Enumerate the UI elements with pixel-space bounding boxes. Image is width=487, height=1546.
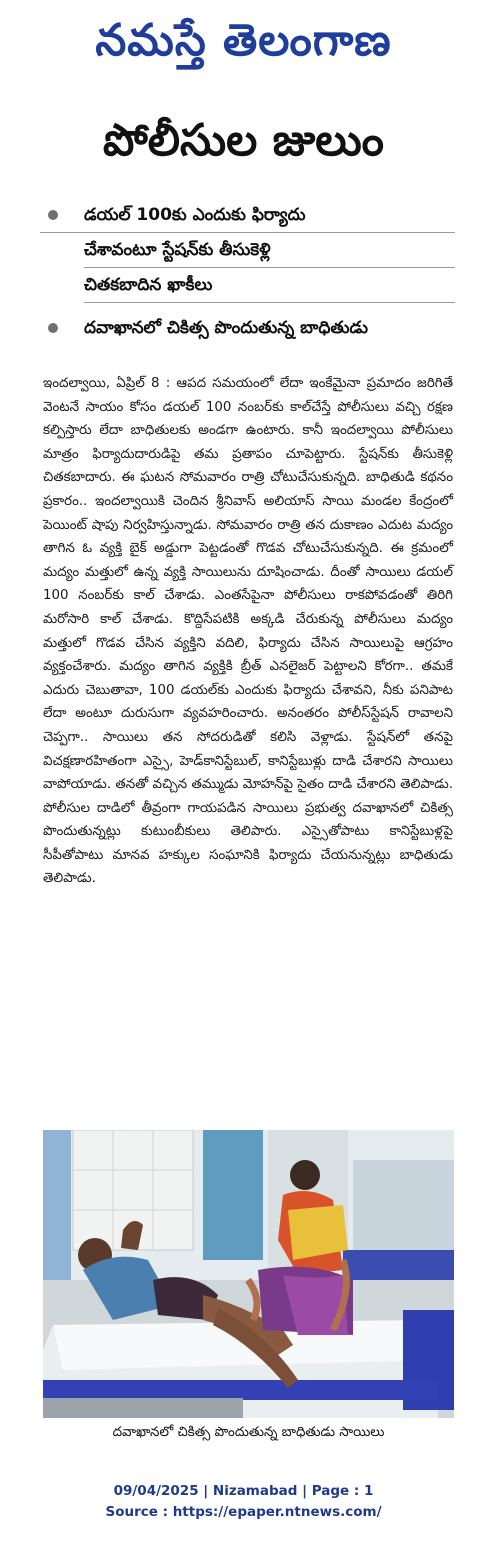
- sub-headline-1-line-2: [84, 233, 455, 268]
- photo-caption: దవాఖానలో చికిత్స పొందుతున్న బాధితుడు సాయిలు: [112, 1425, 385, 1440]
- sub-headline-1-line-1: [40, 198, 455, 233]
- article-headline: పోలీసుల జులుం: [103, 115, 384, 166]
- sub-headlines: [40, 198, 455, 345]
- page-footer: [0, 1481, 487, 1523]
- masthead-title: నమస్తే తెలంగాణ: [95, 15, 392, 66]
- article-paragraph: ఇందల్వాయి, ఏప్రిల్ 8 : ఆపద సమయంలో లేదా ఇంకేమైనా ప్రమాదం జరిగితే వెంటనే సాయం కోసం డయల్ 100 నంబర్‌కు కాల్‌చేస్తే పోలీసులు వచ్చి రక్షణ కల్పిస్తారు లేదా బాధితులకు అండగా ఉంటారు. కానీ ఇందల్వాయి పోలీసులు మాత్రం ఫిర్యాదుదారుడిపై తమ ప్రతాపం చూపెట్టారు. స్టేషన్‌కు తీసుకెళ్లి చితకబాదారు. ఈ ఘటన సోమవారం రాత్రి చోటుచేసుకున్నది. బాధితుడి కథనం ప్రకారం.. ఇందల్వాయికి చెందిన శ్రీనివాస్ అలియాస్ సాయి మండల కేంద్రంలో పెయింట్ షాపు నిర్వహిస్తున్నాడు. సోమవారం రాత్రి తన దుకాణం ఎదుట మద్యం తాగిన ఓ వ్యక్తి బైక్ అడ్డుగా పెట్టడంతో గొడవ చోటుచేసుకున్నది. ఈ క్రమంలో మద్యం మత్తులో ఉన్న వ్యక్తి సాయిలును దూషించాడు. దీంతో సాయిలు డయల్ 100 నంబర్‌కు కాల్ చేశాడు. ఎంతసేపైనా పోలీసులు రాకపోవడంతో తిరిగి మరోసారి కాల్ చేశాడు. కొద్దిసేపటికి అక్కడి చేరుకున్న పోలీసులు మద్యం మత్తులో గొడవ చేసిన వ్యక్తిని వదిలి, ఫిర్యాదు చేసిన సాయిలుపై ఆగ్రహం వ్యక్తంచేశారు. మద్యం తాగిన వ్యక్తికి బ్రీత్ ఎనలైజర్ పెట్టాలని కోరగా.. తమకే ఎదురు చెబుతావా, 100 డయల్‌కు ఎందుకు ఫిర్యాదు చేశావని, నీకు పనిపాట లేదా అంటూ దురుసుగా వ్యవహరించారు. అనంతరం పోలీస్‌స్టేషన్ రావాలని చెప్పగా.. సాయిలు తన సోదరుడితో కలిసి వెళ్లాడు. స్టేషన్‌లో తనపై విచక్షణారహితంగా ఎస్సై, హెడ్‌కానిస్టేబుల్, కానిస్టేబుళ్లు దాడి చేశారని సాయిలు వాపోయాడు. తనతో వచ్చిన తమ్ముడు మోహన్‌పై సైతం దాడి చేశారని తెలిపాడు. పోలీసుల దాడిలో తీవ్రంగా గాయపడిన సాయిలు ప్రభుత్వ దవాఖానలో చికిత్స పొందుతున్నట్లు కుటుంబీకులు తెలిపారు. ఎస్సైతోపాటు కానిస్టేబుళ్లపై సీపీతోపాటు మానవ హక్కుల సంఘానికి ఫిర్యాదు చేయనున్నట్లు బాధితుడు తెలిపాడు.: [43, 376, 453, 887]
- article-body: [43, 372, 453, 891]
- bullet-dot-icon: [48, 323, 58, 333]
- news-photo: [43, 1130, 454, 1418]
- sub-headline-2-line-1: [40, 311, 455, 345]
- sub-headline-text: డయల్ 100కు ఎందుకు ఫిర్యాదు: [84, 205, 306, 225]
- sub-headline-1-line-3: [84, 268, 455, 303]
- sub-headline-text: దవాఖానలో చికిత్స పొందుతున్న బాధితుడు: [84, 318, 368, 338]
- sub-headline-text: చేశావంటూ స్టేషన్‌కు తీసుకెళ్లి: [84, 240, 271, 260]
- sub-headline-text: చితకబాదిన ఖాకీలు: [84, 275, 213, 295]
- bullet-dot-icon: [48, 210, 58, 220]
- footer-source-link[interactable]: Source : https://epaper.ntnews.com/: [105, 1504, 382, 1520]
- footer-date-edition: 09/04/2025 | Nizamabad | Page : 1: [113, 1483, 374, 1499]
